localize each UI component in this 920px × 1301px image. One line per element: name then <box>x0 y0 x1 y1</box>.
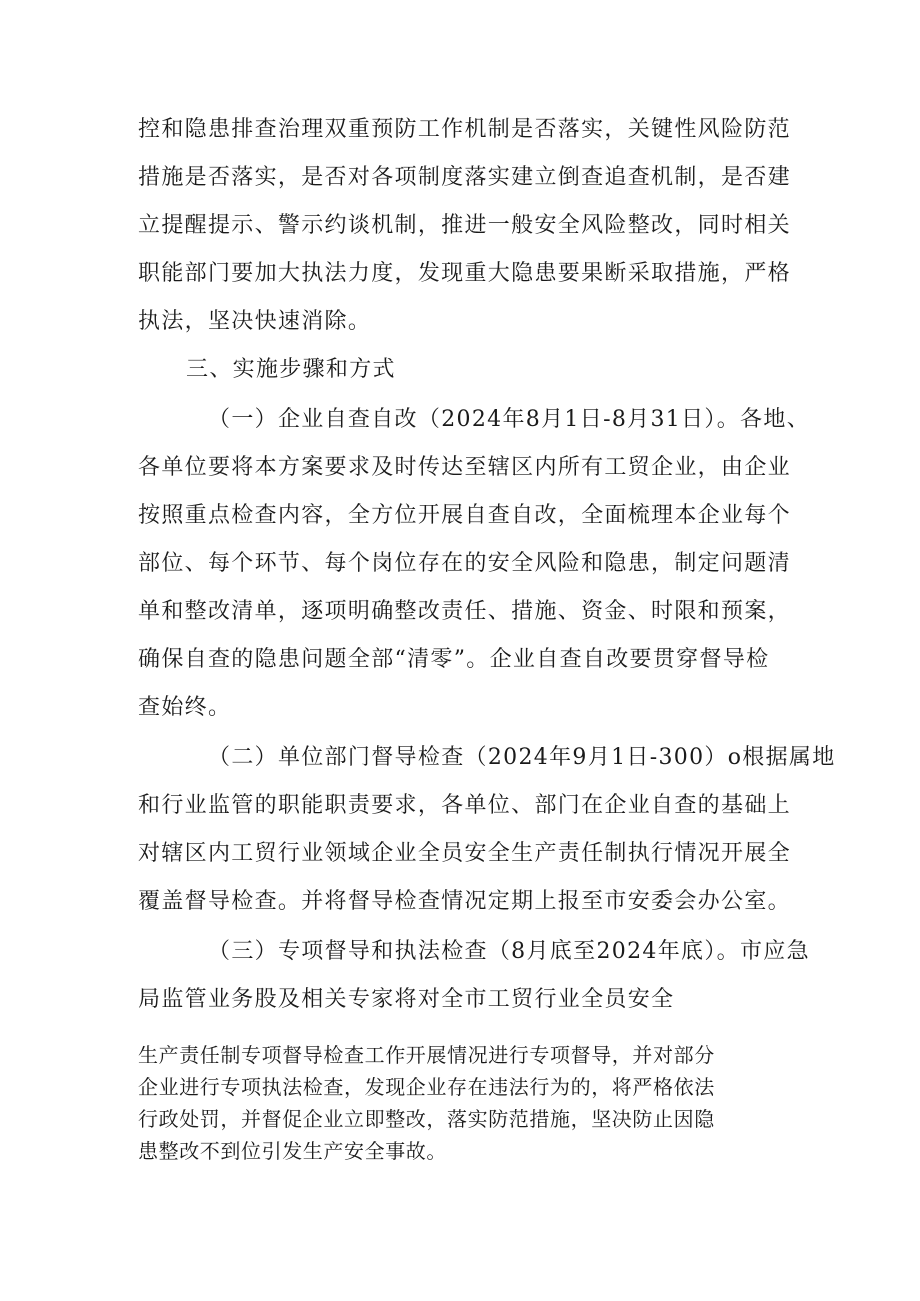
text-line: 企业进行专项执法检查，发现企业存在违法行为的，将严格依法 <box>138 1075 715 1099</box>
text-line: 和行业监管的职能职责要求，各单位、部门在企业自查的基础上 <box>138 793 791 818</box>
text-line: （三）专项督导和执法检查（8月底至2024年底）。市应急 <box>208 939 810 964</box>
text-line: 单和整改清单，逐项明确整改责任、措施、资金、时限和预案， <box>138 599 791 624</box>
text-line: 对辖区内工贸行业领域企业全员安全生产责任制执行情况开展全 <box>138 841 791 866</box>
text-line: 按照重点检查内容，全方位开展自查自改，全面梳理本企业每个 <box>138 503 791 528</box>
text-line: （一）企业自查自改（2024年8月1日-8月31日）。各地、 <box>208 407 811 432</box>
text-line: （二）单位部门督导检查（2024年9月1日-300）o根据属地 <box>208 745 836 770</box>
text-line: 控和隐患排查治理双重预防工作机制是否落实，关键性风险防范 <box>138 117 791 142</box>
text-line: 覆盖督导检查。并将督导检查情况定期上报至市安委会办公室。 <box>138 889 791 914</box>
text-line: 患整改不到位引发生产安全事故。 <box>138 1139 447 1163</box>
text-line: 生产责任制专项督导检查工作开展情况进行专项督导，并对部分 <box>138 1043 715 1067</box>
text-line: 部位、每个环节、每个岗位存在的安全风险和隐患，制定问题清 <box>138 551 791 576</box>
section-heading: 三、实施步骤和方式 <box>186 357 396 382</box>
text-line: 确保自查的隐患问题全部“清零”。企业自查自改要贯穿督导检 <box>138 647 770 672</box>
text-line: 职能部门要加大执法力度，发现重大隐患要果断采取措施，严格 <box>138 261 791 286</box>
text-line: 立提醒提示、警示约谈机制，推进一般安全风险整改，同时相关 <box>138 213 791 238</box>
text-line: 各单位要将本方案要求及时传达至辖区内所有工贸企业，由企业 <box>138 455 791 480</box>
text-line: 局监管业务股及相关专家将对全市工贸行业全员安全 <box>138 987 675 1012</box>
text-line: 行政处罚，并督促企业立即整改，落实防范措施，坚决防止因隐 <box>138 1107 715 1131</box>
text-line: 执法，坚决快速消除。 <box>138 309 372 334</box>
text-line: 查始终。 <box>138 695 232 720</box>
text-line: 措施是否落实，是否对各项制度落实建立倒查追查机制，是否建 <box>138 165 791 190</box>
